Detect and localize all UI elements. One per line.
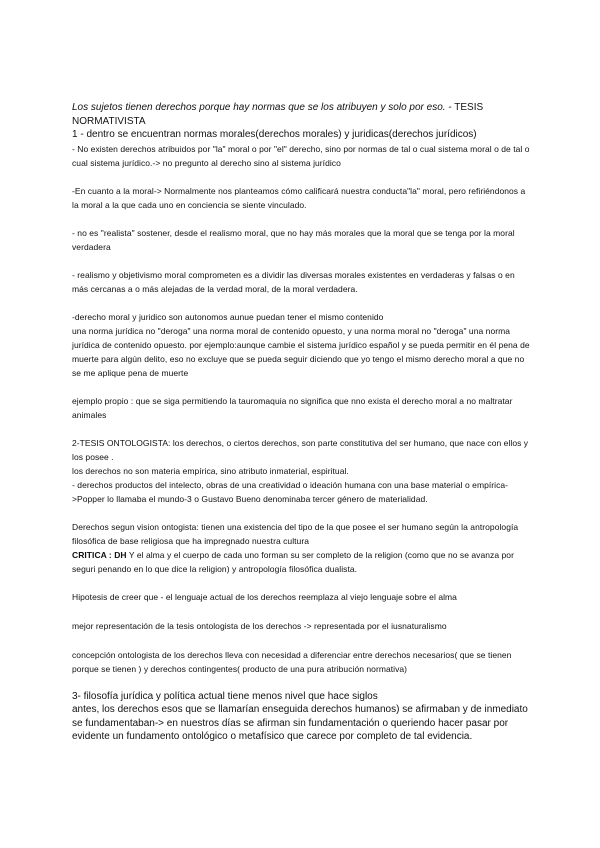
intro-thesis [72,101,532,128]
intro-italic: Los sujetos tienen derechos porque hay normas que se los atribuyen y solo por eso. [72,102,446,113]
paragraph-hypothesis: Hipotesis de creer que - el lenguaje actual de los derechos reemplaza al viejo lenguaje sobre el alma [72,591,457,602]
paragraph-objectivism: - realismo y objetivismo moral comprometen es a dividir las diversas morales existentes en verdaderas y falsas o en más cercanas a o más alejadas de la verdad moral, de la moral verdadera. [72,269,515,294]
paragraph-systems: - No existen derechos atribuidos por "la" moral o por "el" derecho, sino por normas de tal o cual sistema moral o de tal o cual sistema jurídico.-> no pregunto al derecho sino al sistema jurídico [72,143,530,168]
paragraph-ontologist-view: Derechos segun vision ontogista: tienen una existencia del tipo de la que posee el ser humano según la antropología filosófica de base religiosa que ha impregnado nuestra cultura [72,521,519,546]
paragraph-necessary-rights: concepción ontologista de los derechos lleva con necesidad a diferenciar entre derechos necesarios( que se tienen porque se tienen ) y derechos contingentes( producto de una pura atribución normativa) [72,649,512,674]
document-page [72,101,532,744]
paragraph-current-philosophy: 3- filosofía jurídica y política actual tiene menos nivel que hace siglos antes, los derechos esos que se llamarían enseguida derechos humanos) se afirmaban y de inmediato se fundamentaban-> en nuestros días se afirman sin fundamentación o queriendo hacer pasar por evidente un fundamento ontológico o metafísico que carece por completo de tal evidencia. [72,690,528,742]
paragraph-critique [72,548,532,576]
paragraph-own-example: ejemplo propio : que se siga permitiendo la tauromaquia no significa que nno exista el derecho moral a no maltratar animales [72,395,513,420]
critique-label: CRITICA : DH [72,549,127,560]
paragraph-ontologist-thesis: 2-TESIS ONTOLOGISTA: los derechos, o ciertos derechos, son parte constitutiva del ser humano, que nace con ellos y los posee . los derechos no son materia empírica, sino atributo inmaterial, espiritual. - derechos productos del intelecto, obras de una creatividad o ideación humana con una base material o empírica->Popper lo llamaba el mundo-3 o Gustavo Bueno denominaba tercer género de materialidad. [72,437,529,504]
paragraph-iusnaturalism: mejor representación de la tesis ontologista de los derechos -> representada por el iusnaturalismo [72,620,447,631]
paragraph-moral: -En cuanto a la moral-> Normalmente nos planteamos cómo calificará nuestra conducta"la" moral, pero refiriéndonos a la moral a la que cada uno en conciencia se siente vinculado. [72,185,526,210]
critique-text: Y el alma y el cuerpo de cada uno forman su ser completo de la religion (como que no se avanza por seguri penando en lo que dice la religion) y antropología filosófica dualista. [72,549,514,574]
paragraph-autonomy: -derecho moral y juridico son autonomos aunue puedan tener el mismo contenido una norma jurídica no "deroga" una norma moral de contenido opuesto, y una norma moral no "deroga" una norma jurídica de contenido opuesto. por ejemplo:aunque cambie el sistema jurídico español y se pueda permitir en él pena de muerte para algún delito, eso no excluye que se pueda seguir diciendo que yo tengo el mismo derecho moral a que no se me aplique pena de muerte [72,311,530,378]
intro-rest: - TESIS NORMATIVISTA [72,102,484,127]
heading-1: 1 - dentro se encuentran normas morales(derechos morales) y juridicas(derechos jurídicos) [72,129,477,140]
paragraph-realism: - no es "realista" sostener, desde el realismo moral, que no hay más morales que la moral que se tenga por la moral verdadera [72,227,515,252]
